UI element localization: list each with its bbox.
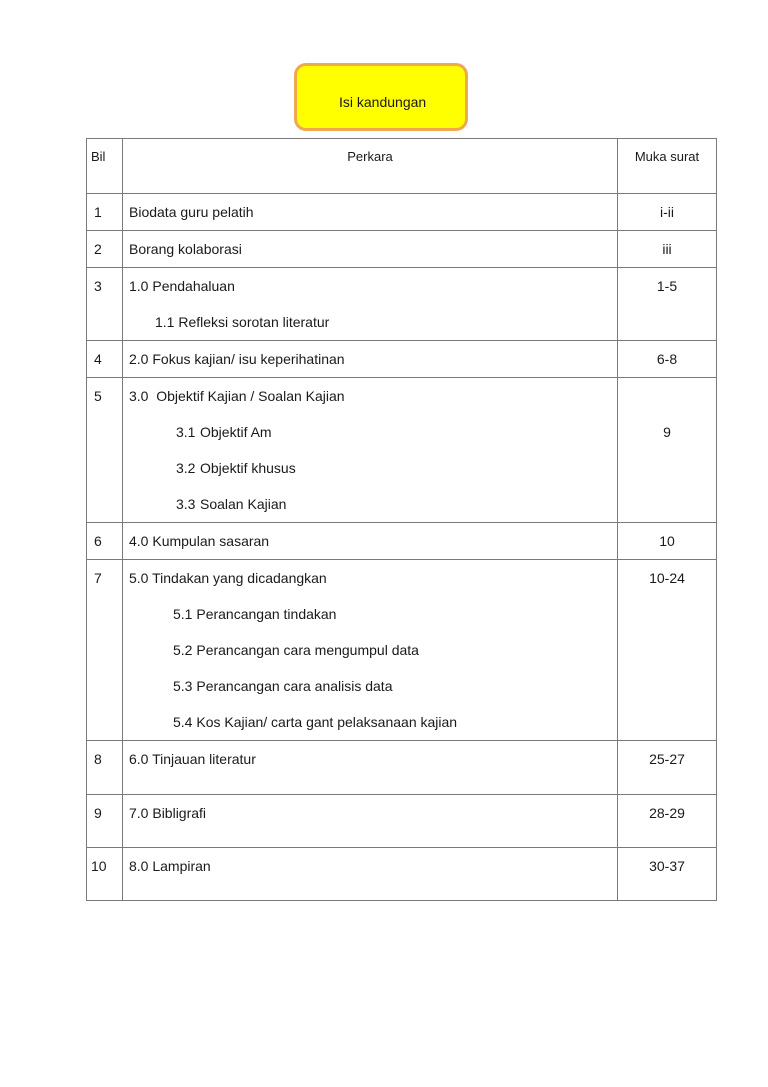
table-row — [87, 194, 717, 231]
item-title: 8.0 Lampiran — [129, 858, 211, 874]
item-title: 1.0 Pendahaluan — [129, 278, 235, 294]
row-number: 3 — [87, 268, 123, 341]
sub-item-text: Soalan Kajian — [200, 496, 287, 512]
sub-item: 5.4 Kos Kajian/ carta gant pelaksanaan kajian — [173, 714, 458, 730]
sub-item-text: Objektif khusus — [200, 460, 296, 476]
table-header-row — [87, 139, 717, 194]
table-row — [87, 848, 717, 901]
row-number: 2 — [87, 231, 123, 268]
header-bil: Bil — [87, 139, 123, 194]
row-page: i-ii — [618, 194, 717, 231]
sub-item-number: 3.3 — [176, 496, 196, 512]
item-title: 2.0 Fokus kajian/ isu keperihatinan — [129, 351, 345, 367]
row-item — [123, 194, 618, 231]
title-box — [294, 63, 468, 131]
row-item — [123, 795, 618, 848]
row-item — [123, 560, 618, 741]
row-page: 10-24 — [618, 560, 717, 741]
item-title: 3.0 Objektif Kajian / Soalan Kajian — [129, 388, 345, 404]
row-number: 7 — [87, 560, 123, 741]
row-page: iii — [618, 231, 717, 268]
row-item — [123, 231, 618, 268]
row-page: 28-29 — [618, 795, 717, 848]
page-title: Isi kandungan — [339, 94, 427, 110]
table-row — [87, 741, 717, 795]
row-number: 4 — [87, 341, 123, 378]
sub-item: 5.3 Perancangan cara analisis data — [173, 678, 393, 694]
item-title: 6.0 Tinjauan literatur — [129, 751, 256, 767]
row-page: 10 — [618, 523, 717, 560]
table-row — [87, 523, 717, 560]
sub-item — [123, 450, 617, 486]
item-title: 7.0 Bibligrafi — [129, 805, 207, 821]
table-row — [87, 795, 717, 848]
row-page: 9 — [618, 378, 717, 523]
item-title: 4.0 Kumpulan sasaran — [129, 533, 270, 549]
row-item — [123, 741, 618, 795]
item-title: Borang kolaborasi — [129, 241, 242, 257]
row-page: 30-37 — [618, 848, 717, 901]
table-row — [87, 341, 717, 378]
sub-item — [123, 414, 617, 450]
sub-item-number: 3.2 — [176, 460, 196, 476]
row-page: 6-8 — [618, 341, 717, 378]
table-row — [87, 231, 717, 268]
sub-item-text: Objektif Am — [200, 424, 272, 440]
header-perkara: Perkara — [123, 139, 618, 194]
sub-item-number: 3.1 — [176, 424, 196, 440]
table-row — [87, 268, 717, 341]
header-muka-surat: Muka surat — [618, 139, 717, 194]
row-item — [123, 341, 618, 378]
row-page: 25-27 — [618, 741, 717, 795]
row-item — [123, 378, 618, 523]
sub-item: 5.2 Perancangan cara mengumpul data — [173, 642, 419, 658]
row-number: 9 — [87, 795, 123, 848]
table-row — [87, 560, 717, 741]
contents-table — [86, 138, 717, 901]
row-item — [123, 268, 618, 341]
row-number: 1 — [87, 194, 123, 231]
row-number: 10 — [87, 848, 123, 901]
item-title: 5.0 Tindakan yang dicadangkan — [129, 570, 327, 586]
row-number: 5 — [87, 378, 123, 523]
row-number: 6 — [87, 523, 123, 560]
table-row — [87, 378, 717, 523]
item-title: Biodata guru pelatih — [129, 204, 254, 220]
row-item — [123, 848, 618, 901]
sub-item — [123, 486, 617, 522]
sub-item: 5.1 Perancangan tindakan — [173, 606, 337, 622]
row-page: 1-5 — [618, 268, 717, 341]
sub-item: 1.1 Refleksi sorotan literatur — [155, 314, 330, 330]
row-item — [123, 523, 618, 560]
row-number: 8 — [87, 741, 123, 795]
